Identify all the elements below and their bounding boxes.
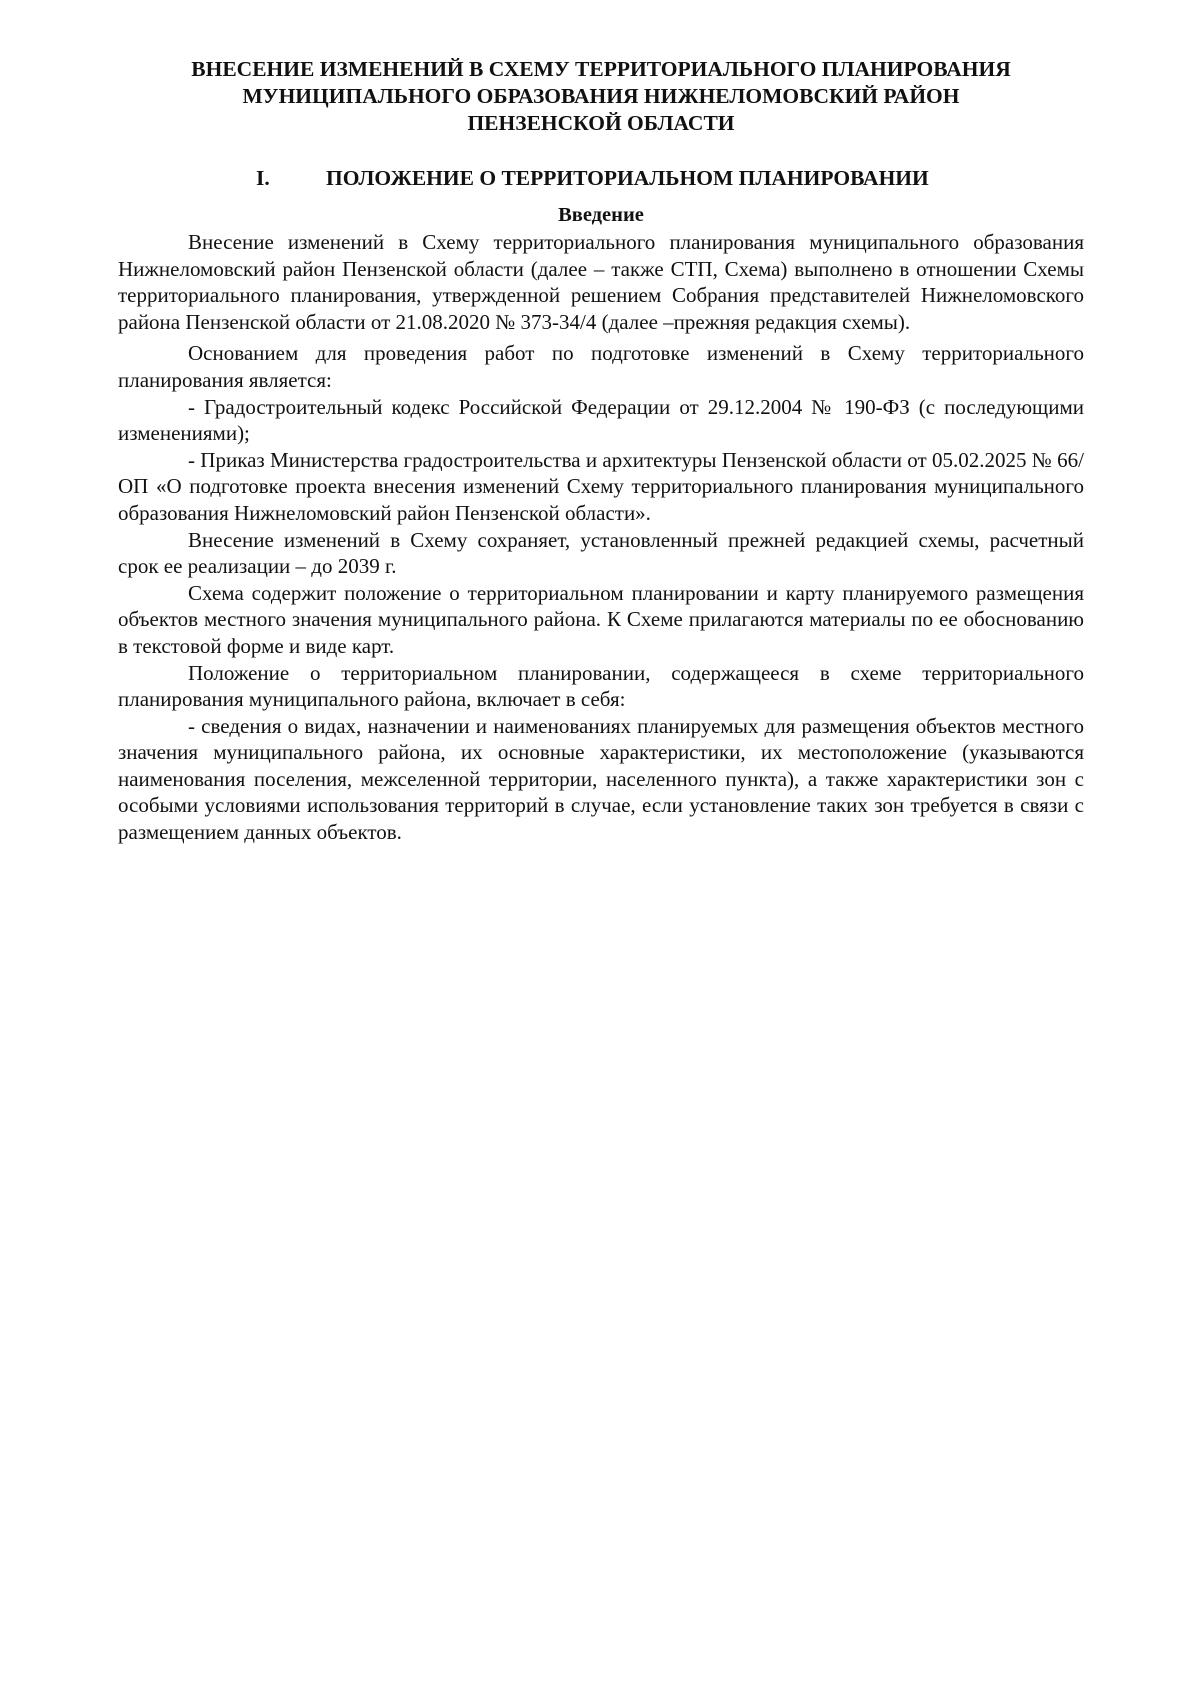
list-item-3: - сведения о видах, назначении и наименованиях планируемых для размещения объектов местного значения муниципального района, их основные характеристики, их местоположение (указываются наименования поселения, межселенной территории, населенного пункта), а также характеристики зон с особыми условиями использования территорий в случае, если установление таких зон требуется в связи с размещением данных объектов. [118,713,1084,845]
section-title: ПОЛОЖЕНИЕ О ТЕРРИТОРИАЛЬНОМ ПЛАНИРОВАНИИ [326,166,929,190]
paragraph-1: Внесение изменений в Схему территориального планирования муниципального образования Нижнеломовский район Пензенской области (далее – также СТП, Схема) выполнено в отношении Схемы территориального планирования, утвержденной решением Собрания представителей Нижнеломовского района Пензенской области от 21.08.2020 № 373-34/4 (далее –прежняя редакция схемы). [118,230,1084,334]
paragraph-2: Основанием для проведения работ по подготовке изменений в Схему территориального планирования является: [118,341,1084,392]
list-item-1: - Градостроительный кодекс Российской Федерации от 29.12.2004 № 190-ФЗ (с последующими изменениями); [118,394,1084,446]
document-title [118,56,1084,137]
document-page [118,56,1084,846]
section-heading [118,164,1084,192]
section-number: I. [256,166,270,190]
title-line-2: МУНИЦИПАЛЬНОГО ОБРАЗОВАНИЯ НИЖНЕЛОМОВСКИЙ РАЙОН [242,84,960,108]
intro-heading: Введение [558,204,644,226]
list-item-2: - Приказ Министерства градостроительства и архитектуры Пензенской области от 05.02.2025 № 66/ОП «О подготовке проекта внесения изменений Схему территориального планирования муниципального образования Нижнеломовский район Пензенской области». [118,447,1084,525]
title-line-3: ПЕНЗЕНСКОЙ ОБЛАСТИ [467,111,735,135]
paragraph-3: Внесение изменений в Схему сохраняет, установленный прежней редакцией схемы, расчетный срок ее реализации – до 2039 г. [118,527,1084,579]
document-body [118,229,1084,846]
title-line-1: ВНЕСЕНИЕ ИЗМЕНЕНИЙ В СХЕМУ ТЕРРИТОРИАЛЬНОГО ПЛАНИРОВАНИЯ [191,57,1011,81]
paragraph-5: Положение о территориальном планировании, содержащееся в схеме территориального планирования муниципального района, включает в себя: [118,660,1084,712]
paragraph-4: Схема содержит положение о территориальном планировании и карту планируемого размещения объектов местного значения муниципального района. К Схеме прилагаются материалы по ее обоснованию в текстовой форме и виде карт. [118,580,1084,658]
